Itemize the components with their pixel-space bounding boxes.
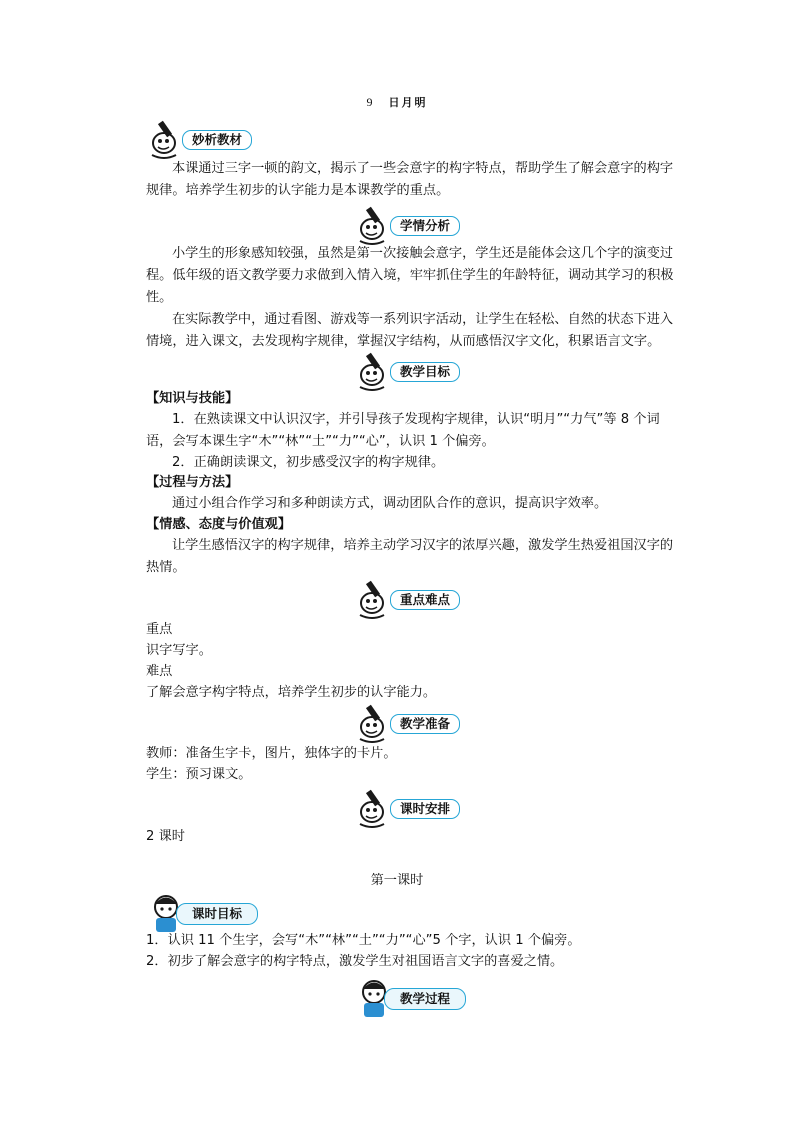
paragraph: 1．在熟读课文中认识汉字，并引导孩子发现构字规律，认识“明月”“力气”等 8 个词语，会写本课生字“木”“林”“土”“力”“心”，认识 1 个偏旁。: [146, 412, 660, 449]
section-label: 教学过程: [384, 988, 466, 1010]
paragraph: 通过小组合作学习和多种朗读方式，调动团队合作的意识，提高识字效率。: [172, 496, 608, 511]
label-key-point: 重点: [146, 622, 173, 637]
paragraph: 本课通过三字一顿的韵文，揭示了一些会意字的构字特点，帮助学生了解会意字的构字规律。培养学生初步的认字能力是本课教学的重点。: [146, 161, 674, 198]
section-label: 教学目标: [390, 362, 460, 382]
paragraph: 让学生感悟汉字的构字规律，培养主动学习汉字的浓厚兴趣，激发学生热爱祖国汉字的热情。: [146, 538, 674, 575]
paragraph: 2．初步了解会意字的构字特点，激发学生对祖国语言文字的喜爱之情。: [146, 954, 564, 969]
section-badge-analysis: [146, 117, 256, 161]
section-badge-learners: [354, 203, 464, 247]
paragraph: 小学生的形象感知较强，虽然是第一次接触会意字，学生还是能体会这几个字的演变过程。低年级的语文教学要力求做到入情入境，牢牢抓住学生的年龄特征，调动其学习的积极性。: [146, 246, 674, 305]
lesson-heading: 第一课时: [370, 873, 424, 888]
lesson-name: 日月明: [388, 96, 428, 109]
section-label: 课时安排: [390, 799, 460, 819]
subheading: 【过程与方法】: [146, 475, 239, 490]
paragraph: 教师：准备生字卡，图片，独体字的卡片。: [146, 746, 397, 761]
paragraph: 在实际教学中，通过看图、游戏等一系列识字活动，让学生在轻松、自然的状态下进入情境，进入课文，去发现构字规律，掌握汉字结构，从而感悟汉字文化，积累语言文字。: [146, 312, 674, 349]
section-label: 教学准备: [390, 714, 460, 734]
section-label: 学情分析: [390, 216, 460, 236]
paragraph: 2．正确朗读课文，初步感受汉字的构字规律。: [172, 455, 445, 470]
section-badge-preparation: [354, 701, 464, 745]
paragraph: 识字写字。: [146, 643, 212, 658]
paragraph: 2 课时: [146, 829, 185, 844]
lesson-number: 9: [366, 95, 375, 109]
paragraph: 1．认识 11 个生字，会写“木”“林”“土”“力”“心”5 个字，认识 1 个偏旁。: [146, 933, 581, 948]
section-label: 重点难点: [390, 590, 460, 610]
section-badge-schedule: [354, 786, 464, 830]
section-label: 课时目标: [176, 903, 258, 925]
paragraph: 学生：预习课文。: [146, 767, 252, 782]
paragraph: 了解会意字构字特点，培养学生初步的认字能力。: [146, 685, 437, 700]
label-difficulty: 难点: [146, 664, 173, 679]
section-badge-focus: [354, 577, 464, 621]
section-badge-process: [354, 974, 474, 1022]
lesson-title: [0, 94, 794, 110]
subheading: 【知识与技能】: [146, 391, 239, 406]
subheading: 【情感、态度与价值观】: [146, 517, 292, 532]
section-label: 妙析教材: [182, 130, 252, 150]
section-badge-objectives: [354, 349, 464, 393]
